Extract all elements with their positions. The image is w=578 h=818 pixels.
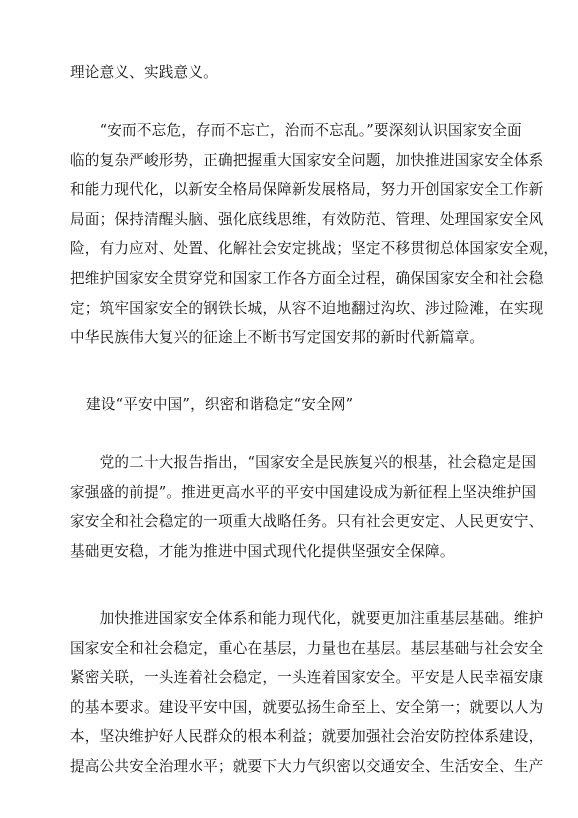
text-line: 局面；保持清醒头脑、强化底线思维，有效防范、管理、处理国家安全风: [70, 210, 544, 228]
paragraph-intro-tail: [70, 58, 512, 88]
text-line: 家安全和社会稳定的一项重大战略任务。只有社会更安定、人民更安宁、: [70, 513, 544, 531]
text-line: 和能力现代化，以新安全格局保障新发展格局，努力开创国家安全工作新: [70, 181, 544, 199]
paragraph-national-security: [70, 116, 559, 353]
paragraph-grassroots: [70, 604, 544, 782]
text-line: 险，有力应对、处置、化解社会安定挑战；坚定不移贯彻总体国家安全观，: [70, 240, 559, 258]
text-line: 家强盛的前提”。推进更高水平的平安中国建设成为新征程上坚决维护国: [70, 483, 537, 501]
text-line: 的基本要求。建设平安中国，就要弘扬生命至上、安全第一；就要以人为: [70, 698, 544, 716]
text-line: 党的二十大报告指出，“国家安全是民族复兴的根基，社会稳定是国: [70, 454, 537, 471]
section-heading: [86, 390, 512, 420]
text-line: 加快推进国家安全体系和能力现代化，就要更加注重基层基础。维护: [70, 610, 544, 627]
paragraph-report-quote: [70, 448, 544, 566]
text-line: 中华民族伟大复兴的征途上不断书写定国安邦的新时代新篇章。: [70, 329, 485, 347]
text-line: 临的复杂严峻形势，正确把握重大国家安全问题，加快推进国家安全体系: [70, 151, 544, 169]
text-line: 基础更安稳，才能为推进中国式现代化提供坚强安全保障。: [70, 542, 455, 560]
text-line: 定；筑牢国家安全的钢铁长城，从容不迫地翻过沟坎、涉过险滩，在实现: [70, 299, 544, 317]
text-line: 紧密关联，一头连着社会稳定，一头连着国家安全。平安是人民幸福安康: [70, 669, 544, 687]
text-line: 本，坚决维护好人民群众的根本利益；就要加强社会治安防控体系建设，: [70, 728, 544, 746]
text-line: 把维护国家安全贯穿党和国家工作各方面全过程，确保国家安全和社会稳: [70, 269, 544, 287]
text-line: 提高公共安全治理水平；就要下大力气织密以交通安全、生活安全、生产: [70, 757, 544, 775]
text-line: “安而不忘危，存而不忘亡，治而不忘乱。”要深刻认识国家安全面: [70, 122, 522, 139]
heading-text: 建设“平安中国”，织密和谐稳定“安全网”: [86, 396, 354, 413]
text-line: 理论意义、实践意义。: [70, 64, 218, 81]
text-line: 国家安全和社会稳定，重心在基层，力量也在基层。基层基础与社会安全: [70, 639, 544, 657]
